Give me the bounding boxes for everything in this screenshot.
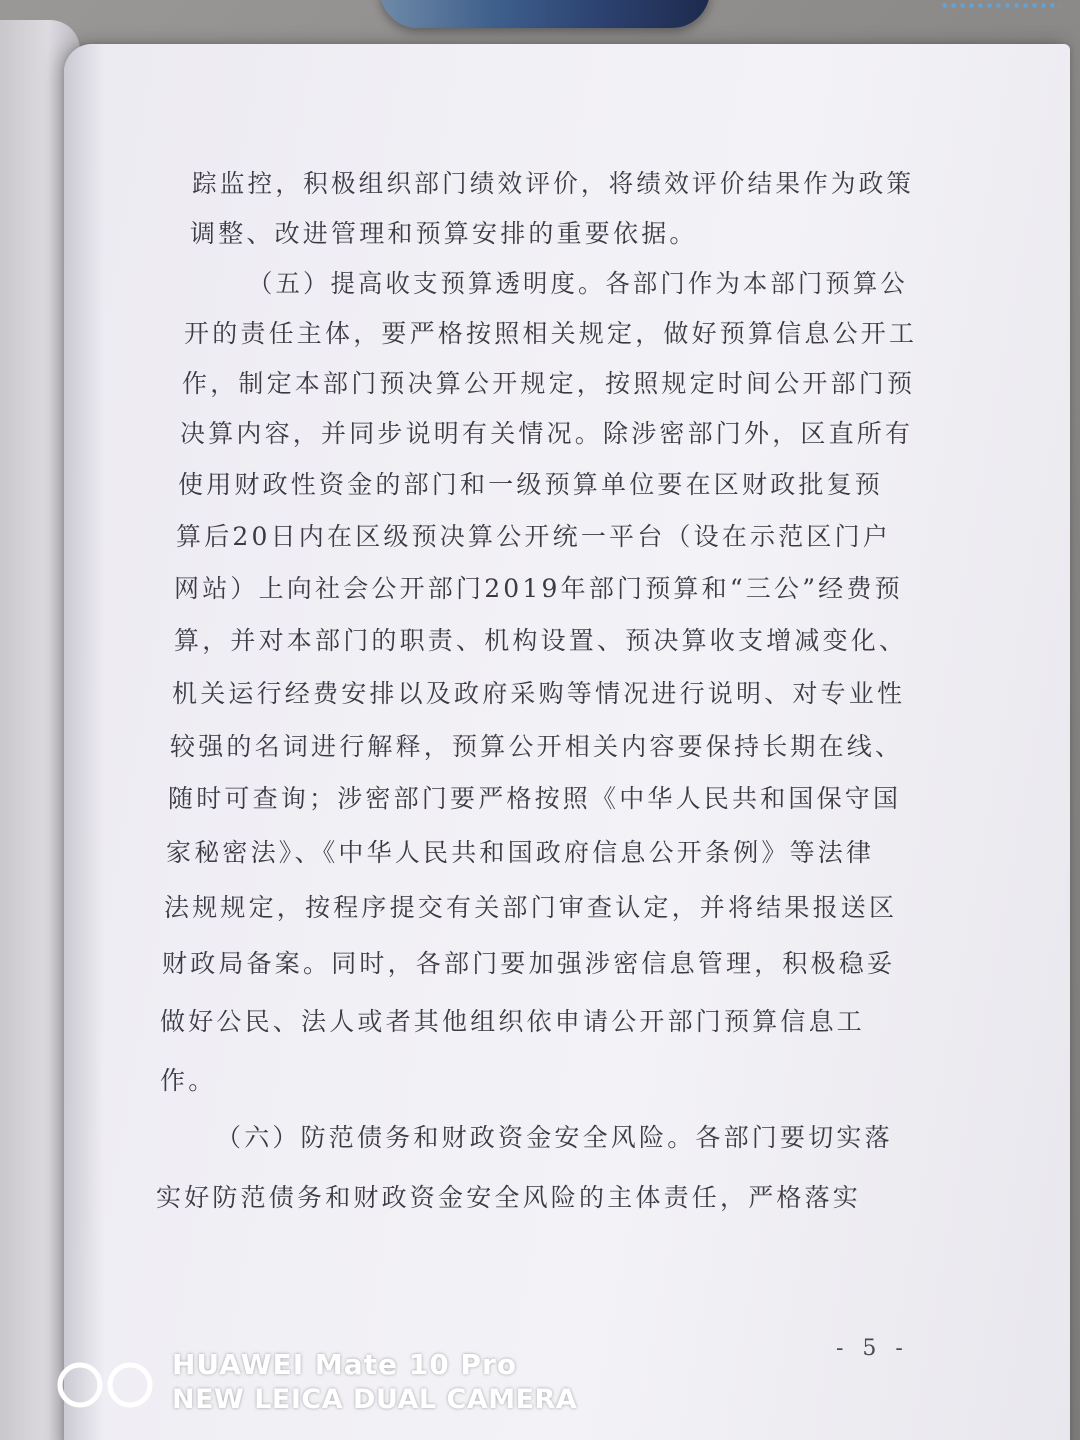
text-line-8: 算后20日内在区级预决算公开统一平台（设在示范区门户	[176, 522, 892, 551]
text-line-17: 做好公民、法人或者其他组织依申请公开部门预算信息工	[160, 1007, 866, 1036]
page-number: - 5 -	[836, 1336, 909, 1361]
text-line-16: 财政局备案。同时，各部门要加强涉密信息管理，积极稳妥	[162, 949, 896, 978]
desk-object	[380, 0, 710, 28]
text-line-15: 法规规定，按程序提交有关部门审查认定，并将结果报送区	[164, 893, 898, 922]
text-line-6: 决算内容，并同步说明有关情况。除涉密部门外，区直所有	[180, 419, 914, 448]
text-line-2: 调整、改进管理和预算安排的重要依据。	[190, 219, 698, 248]
text-line-1: 踪监控，积极组织部门绩效评价，将绩效评价结果作为政策	[192, 169, 915, 198]
text-line-7: 使用财政性资金的部门和一级预算单位要在区财政批复预	[178, 470, 884, 499]
text-line-13: 随时可查询；涉密部门要严格按照《中华人民共和国保守国	[168, 784, 902, 813]
text-line-20: 实好防范债务和财政资金安全风险的主体责任，严格落实	[156, 1183, 862, 1212]
desk-object-pattern	[940, 0, 1060, 12]
text-line-4: 开的责任主体，要严格按照相关规定，做好预算信息公开工	[184, 319, 918, 348]
watermark-camera-name: NEW LEICA DUAL CAMERA	[172, 1384, 578, 1415]
text-line-14: 家秘密法》、《中华人民共和国政府信息公开条例》等法律	[166, 838, 875, 867]
text-line-3: （五）提高收支预算透明度。各部门作为本部门预算公	[248, 269, 908, 298]
text-line-19: （六）防范债务和财政资金安全风险。各部门要切实落	[216, 1123, 893, 1152]
text-line-12: 较强的名词进行解释，预算公开相关内容要保持长期在线、	[170, 732, 904, 761]
text-line-5: 作，制定本部门预决算公开规定，按照规定时间公开部门预	[182, 369, 916, 398]
camera-logo-icon	[56, 1360, 156, 1410]
text-line-9: 网站）上向社会公开部门2019年部门预算和“三公”经费预	[174, 574, 903, 603]
text-line-10: 算，并对本部门的职责、机构设置、预决算收支增减变化、	[174, 626, 908, 655]
document-page	[64, 44, 1070, 1440]
watermark-device-name: HUAWEI Mate 10 Pro	[172, 1348, 518, 1381]
text-line-18: 作。	[160, 1066, 217, 1095]
text-line-11: 机关运行经费安排以及政府采购等情况进行说明、对专业性	[172, 679, 906, 708]
